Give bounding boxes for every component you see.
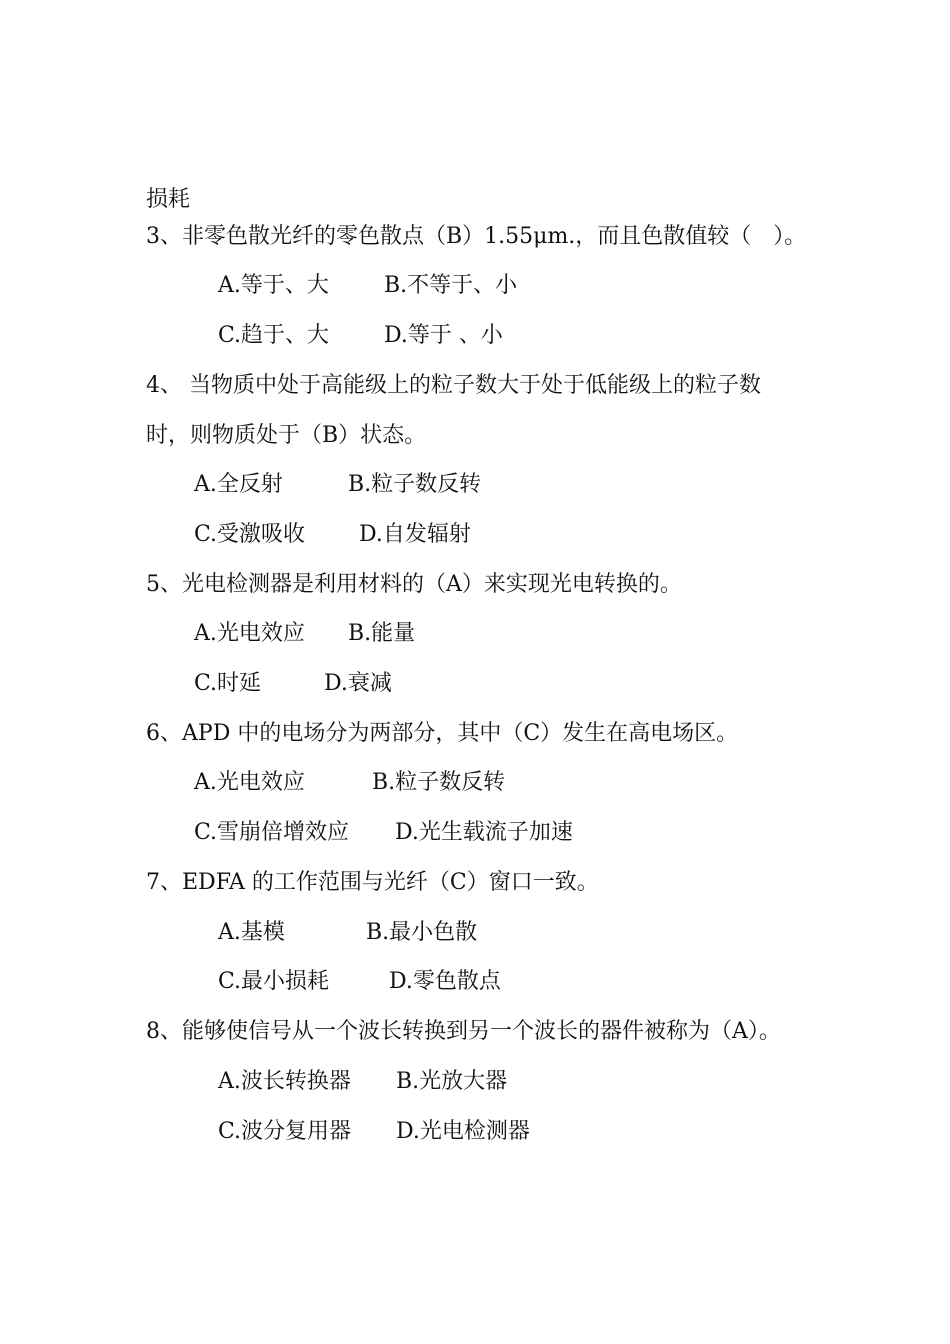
question-8-stem: 8、能够使信号从一个波长转换到另一个波长的器件被称为（A）。 bbox=[146, 1019, 781, 1044]
question-5-option-a: A.光电效应 bbox=[194, 621, 305, 646]
question-4-option-b: B.粒子数反转 bbox=[348, 472, 482, 497]
question-6-option-d: D.光生载流子加速 bbox=[395, 820, 573, 845]
question-3-option-a: A.等于、大 bbox=[218, 273, 329, 298]
question-7-option-b: B.最小色散 bbox=[366, 920, 478, 945]
question-5-option-c: C.时延 bbox=[194, 671, 262, 696]
question-8-option-a: A.波长转换器 bbox=[218, 1069, 351, 1094]
question-5-option-b: B.能量 bbox=[348, 621, 416, 646]
question-4-option-c: C.受激吸收 bbox=[194, 522, 306, 547]
question-8-option-c: C.波分复用器 bbox=[218, 1119, 352, 1144]
question-8-option-b: B.光放大器 bbox=[396, 1069, 508, 1094]
question-3-option-c: C.趋于、大 bbox=[218, 323, 330, 348]
question-3-option-d: D.等于 、小 bbox=[384, 323, 503, 348]
question-6-stem: 6、APD 中的电场分为两部分，其中（C）发生在高电场区。 bbox=[146, 721, 739, 746]
question-8-option-d: D.光电检测器 bbox=[396, 1119, 530, 1144]
question-6-option-c: C.雪崩倍增效应 bbox=[194, 820, 350, 845]
question-4-option-d: D.自发辐射 bbox=[359, 522, 471, 547]
question-6-option-a: A.光电效应 bbox=[194, 770, 305, 795]
continuation-text: 损耗 bbox=[146, 187, 191, 212]
question-7-stem: 7、EDFA 的工作范围与光纤（C）窗口一致。 bbox=[146, 870, 599, 895]
question-6-option-b: B.粒子数反转 bbox=[372, 770, 506, 795]
question-5-option-d: D.衰减 bbox=[324, 671, 392, 696]
question-7-option-a: A.基模 bbox=[218, 920, 285, 945]
question-4-stem-line-2: 时，则物质处于（B）状态。 bbox=[146, 423, 427, 448]
question-7-option-d: D.零色散点 bbox=[389, 969, 501, 994]
question-7-option-c: C.最小损耗 bbox=[218, 969, 330, 994]
question-3-stem: 3、非零色散光纤的零色散点（B）1.55μm.，而且色散值较（ ）。 bbox=[146, 224, 807, 249]
question-5-stem: 5、光电检测器是利用材料的（A）来实现光电转换的。 bbox=[146, 572, 682, 597]
question-4-option-a: A.全反射 bbox=[194, 472, 283, 497]
question-4-stem-line-1: 4、 当物质中处于高能级上的粒子数大于处于低能级上的粒子数 bbox=[146, 373, 761, 398]
question-3-option-b: B.不等于、小 bbox=[384, 273, 518, 298]
